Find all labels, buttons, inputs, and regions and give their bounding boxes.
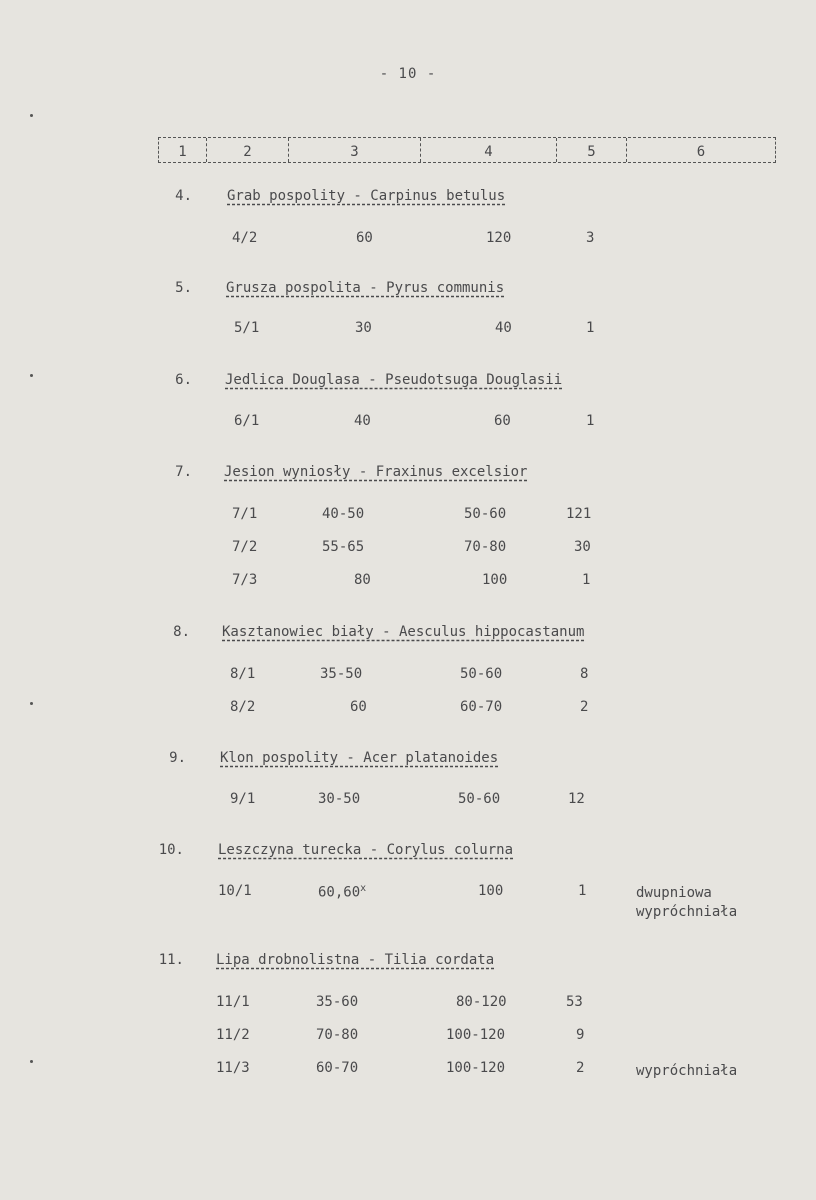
column-header-row xyxy=(158,137,776,163)
row-diameter: 80 xyxy=(354,572,371,588)
row-id: 7/1 xyxy=(232,506,258,522)
row-circumference: 100 xyxy=(478,883,504,899)
section-title: Grab pospolity - Carpinus betulus xyxy=(227,188,506,204)
row-count: 1 xyxy=(578,883,587,899)
row-id: 11/3 xyxy=(216,1060,250,1076)
row-circumference: 60 xyxy=(494,413,511,429)
column-header-2: 2 xyxy=(207,138,289,162)
row-id: 9/1 xyxy=(230,791,256,807)
row-count: 121 xyxy=(566,506,592,522)
row-diameter: 70-80 xyxy=(316,1027,359,1043)
section-title: Leszczyna turecka - Corylus colurna xyxy=(218,842,514,858)
row-diameter: 40-50 xyxy=(322,506,365,522)
margin-mark xyxy=(30,374,33,377)
row-diameter: 35-50 xyxy=(320,666,363,682)
row-id: 6/1 xyxy=(234,413,260,429)
section-number: 6. xyxy=(175,372,192,388)
section-title: Grusza pospolita - Pyrus communis xyxy=(226,280,505,296)
row-count: 53 xyxy=(566,994,583,1010)
section-number: 5. xyxy=(175,280,192,296)
row-circumference: 50-60 xyxy=(464,506,507,522)
row-circumference: 60-70 xyxy=(460,699,503,715)
row-id: 8/2 xyxy=(230,699,256,715)
row-circumference: 50-60 xyxy=(460,666,503,682)
margin-mark xyxy=(30,1060,33,1063)
row-diameter: 60 xyxy=(350,699,367,715)
section-number: 9. xyxy=(169,750,186,766)
row-id: 7/3 xyxy=(232,572,258,588)
row-id: 4/2 xyxy=(232,230,258,246)
row-id: 10/1 xyxy=(218,883,252,899)
row-count: 1 xyxy=(586,320,595,336)
row-circumference: 100-120 xyxy=(446,1027,506,1043)
section-title: Klon pospolity - Acer platanoides xyxy=(220,750,499,766)
page-number: - 10 - xyxy=(379,66,437,82)
row-count: 30 xyxy=(574,539,591,555)
row-count: 8 xyxy=(580,666,589,682)
row-remark: wypróchniała xyxy=(636,904,738,920)
section-title: Jedlica Douglasa - Pseudotsuga Douglasii xyxy=(225,372,563,388)
row-diameter: 60 xyxy=(356,230,373,246)
row-diameter: 35-60 xyxy=(316,994,359,1010)
row-circumference: 100-120 xyxy=(446,1060,506,1076)
row-remark: wypróchniała xyxy=(636,1063,738,1079)
row-circumference: 40 xyxy=(495,320,512,336)
row-id: 11/2 xyxy=(216,1027,250,1043)
row-count: 1 xyxy=(582,572,591,588)
column-header-5: 5 xyxy=(557,138,627,162)
row-circumference: 100 xyxy=(482,572,508,588)
row-count: 3 xyxy=(586,230,595,246)
row-diameter: 40 xyxy=(354,413,371,429)
row-diameter xyxy=(318,883,366,901)
section-number: 8. xyxy=(173,624,190,640)
row-remark: dwupniowa xyxy=(636,885,712,901)
row-circumference: 70-80 xyxy=(464,539,507,555)
row-circumference: 80-120 xyxy=(456,994,507,1010)
row-id: 5/1 xyxy=(234,320,260,336)
column-header-6: 6 xyxy=(696,144,706,160)
row-count: 2 xyxy=(580,699,589,715)
row-diameter: 30-50 xyxy=(318,791,361,807)
margin-mark xyxy=(30,702,33,705)
section-title: Jesion wyniosły - Fraxinus excelsior xyxy=(224,464,528,480)
row-count: 9 xyxy=(576,1027,585,1043)
margin-mark xyxy=(30,114,33,117)
row-circumference: 50-60 xyxy=(458,791,501,807)
footnote-mark: x xyxy=(360,883,367,894)
column-header-4: 4 xyxy=(421,138,557,162)
section-number: 10. xyxy=(158,842,184,858)
row-id: 7/2 xyxy=(232,539,258,555)
row-diameter: 30 xyxy=(355,320,372,336)
section-number: 11. xyxy=(158,952,184,968)
row-count: 1 xyxy=(586,413,595,429)
section-number: 4. xyxy=(175,188,192,204)
section-title: Kasztanowiec biały - Aesculus hippocastanum xyxy=(222,624,585,640)
section-number: 7. xyxy=(175,464,192,480)
column-header-3: 3 xyxy=(289,138,421,162)
row-count: 12 xyxy=(568,791,585,807)
row-circumference: 120 xyxy=(486,230,512,246)
row-id: 11/1 xyxy=(216,994,250,1010)
section-title: Lipa drobnolistna - Tilia cordata xyxy=(216,952,495,968)
row-count: 2 xyxy=(576,1060,585,1076)
row-diameter: 55-65 xyxy=(322,539,365,555)
row-id: 8/1 xyxy=(230,666,256,682)
column-header-1: 1 xyxy=(159,138,207,162)
row-diameter: 60-70 xyxy=(316,1060,359,1076)
row-diameter-value: 60,60 xyxy=(318,884,361,901)
